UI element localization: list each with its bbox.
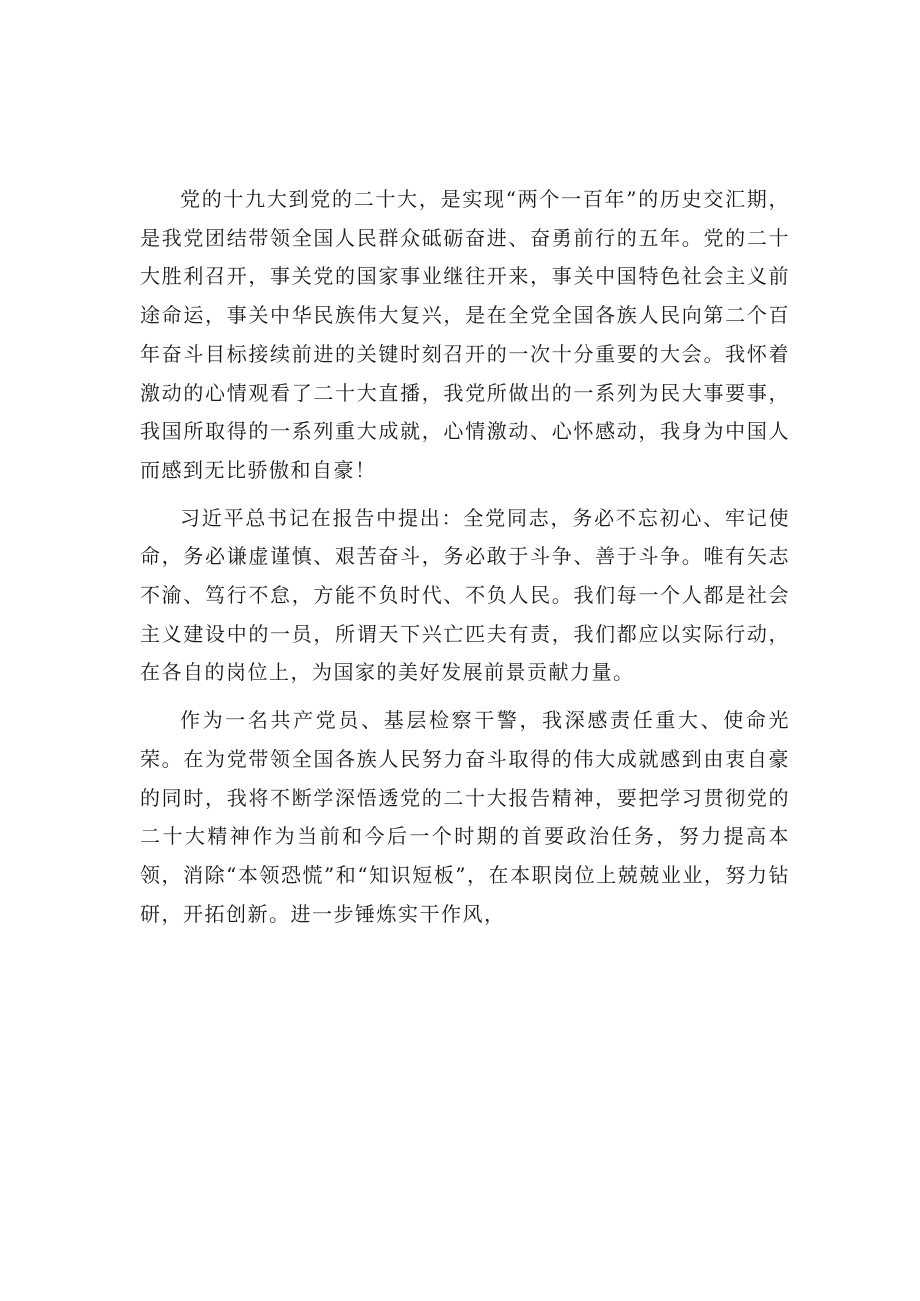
paragraph-2: 习近平总书记在报告中提出：全党同志，务必不忘初心、牢记使命，务必谦虚谨慎、艰苦奋斗，务必敢于斗争、善于斗争。唯有矢志不渝、笃行不怠，方能不负时代、不负人民。我们每一个人都是社会主义建设中的一员，所谓天下兴亡匹夫有责，我们都应以实际行动，在各自的岗位上，为国家的美好发展前景贡献力量。 bbox=[140, 505, 790, 685]
paragraph-1: 党的十九大到党的二十大，是实现“两个一百年”的历史交汇期，是我党团结带领全国人民群众砥砺奋进、奋勇前行的五年。党的二十大胜利召开，事关党的国家事业继往开来，事关中国特色社会主义前途命运，事关中华民族伟大复兴，是在全党全国各族人民向第二个百年奋斗目标接续前进的关键时刻召开的一次十分重要的大会。我怀着激动的心情观看了二十大直播，我党所做出的一系列为民大事要事，我国所取得的一系列重大成就，心情激动、心怀感动，我身为中国人而感到无比骄傲和自豪！ bbox=[140, 187, 790, 482]
paragraph-3: 作为一名共产党员、基层检察干警，我深感责任重大、使命光荣。在为党带领全国各族人民努力奋斗取得的伟大成就感到由衷自豪的同时，我将不断学深悟透党的二十大报告精神，要把学习贯彻党的二十大精神作为当前和今后一个时期的首要政治任务，努力提高本领，消除“本领恐慌”和“知识短板”，在本职岗位上兢兢业业，努力钻研，开拓创新。进一步锤炼实干作风， bbox=[140, 708, 790, 926]
document-body bbox=[140, 180, 790, 942]
